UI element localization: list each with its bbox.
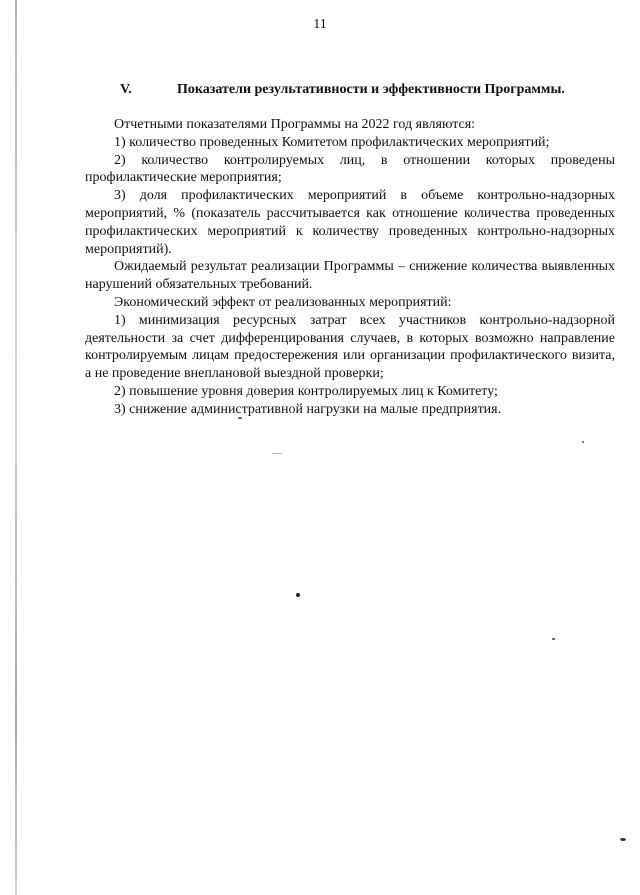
paragraph-item-1: 1) количество проведенных Комитетом профилактических мероприятий; (114, 134, 550, 150)
paragraph-expected-result: Ожидаемый результат реализации Программы – снижение количества выявленных нарушений обязательных требований. (85, 259, 615, 293)
scan-speck (552, 638, 555, 640)
section-heading (120, 82, 620, 98)
scan-speck (238, 417, 242, 419)
section-number: V. (120, 82, 132, 97)
scan-speck (582, 441, 584, 443)
scan-edge (15, 0, 17, 895)
scan-speck (296, 593, 300, 597)
document-body (85, 116, 615, 419)
paragraph-effect-3: 3) снижение административной нагрузки на малые предприятия. (114, 401, 502, 417)
paragraph-intro: Отчетными показателями Программы на 2022 год являются: (114, 117, 476, 132)
paragraph-effect-2: 2) повышение уровня доверия контролируемых лиц к Комитету; (114, 383, 498, 399)
section-title: Показатели результативности и эффективности Программы. (177, 82, 565, 97)
scan-speck (272, 453, 282, 454)
scan-speck (620, 838, 626, 841)
paragraph-item-2: 2) количество контролируемых лиц, в отношении которых проведены профилактические мероприятия; (85, 152, 615, 186)
paragraph-item-3: 3) доля профилактических мероприятий в объеме контрольно-надзорных мероприятий, % (показатель рассчитывается как отношение количества проведенных профилактических мероприятий к количеству проведенных контрольно-надзорных мероприятий). (85, 188, 615, 257)
paragraph-effect-1: 1) минимизация ресурсных затрат всех участников контрольно-надзорной деятельности за счет дифференцирования случаев, в которых возможно направление контролируемым лицам предостережения или организации профилактического визита, а не проведение внеплановой выездной проверки; (85, 312, 615, 382)
page-number: 11 (313, 17, 327, 32)
paragraph-economic-effect: Экономический эффект от реализованных мероприятий: (114, 294, 452, 310)
